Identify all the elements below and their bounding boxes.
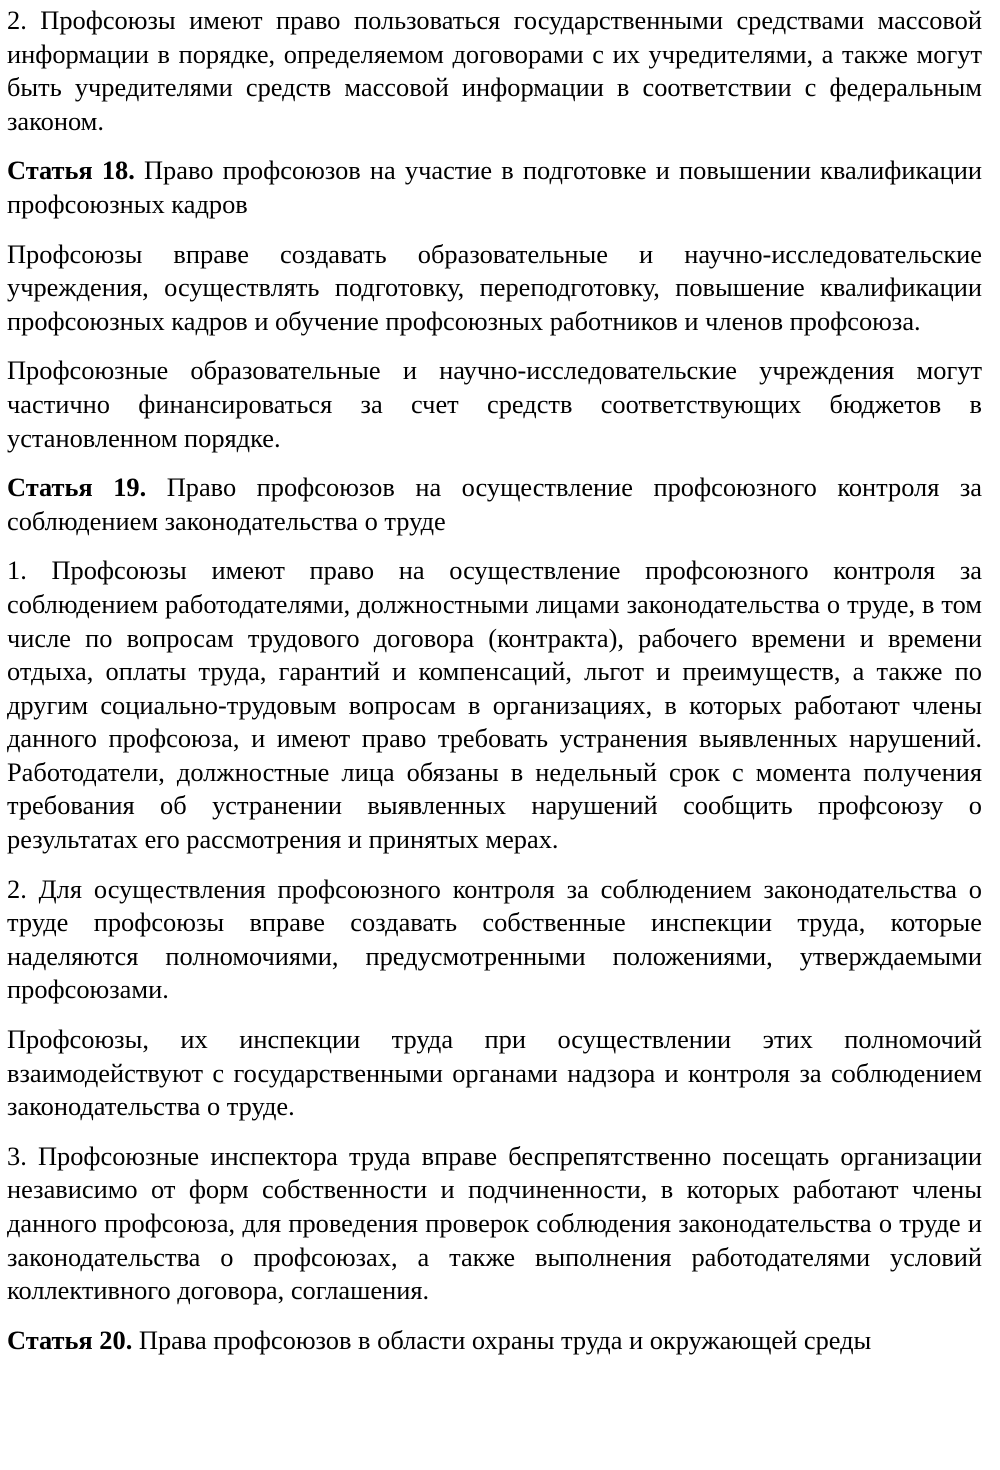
paragraph-control-right: 1. Профсоюзы имеют право на осуществление профсоюзного контроля за соблюдением работодателями, должностными лицами законодательства о труде, в том числе по вопросам трудового договора (контракта), рабочего времени и времени отдыха, оплаты труда, гарантий и компенсаций, льгот и преимуществ, а также по другим социально-трудовым вопросам в организациях, в которых работают члены данного профсоюза, и имеют право требовать устранения выявленных нарушений. Работодатели, должностные лица обязаны в недельный срок с момента получения требования об устранении выявленных нарушений сообщить профсоюзу о результатах его рассмотрения и принятых мерах. [7, 555, 982, 855]
article-20-title: Права профсоюзов в области охраны труда и окружающей среды [138, 1324, 872, 1355]
paragraph-education-institutions: Профсоюзы вправе создавать образовательные и научно-исследовательские учреждения, осуществлять подготовку, переподготовку, повышение квалификации профсоюзных кадров и обучение профсоюзных работников и членов профсоюза. [7, 238, 982, 336]
article-19-title: Право профсоюзов на осуществление профсоюзного контроля за соблюдением законодательства о труде [7, 472, 982, 536]
paragraph-mass-media: 2. Профсоюзы имеют право пользоваться государственными средствами массовой информации в порядке, определяемом договорами с их учредителями, а также могут быть учредителями средств массовой информации в соответствии с федеральным законом. [7, 5, 982, 136]
article-18-heading [7, 154, 982, 221]
article-19-label: Статья 19. [7, 472, 147, 503]
paragraph-education-funding: Профсоюзные образовательные и научно-исследовательские учреждения могут частично финансироваться за счет средств соответствующих бюджетов в установленном порядке. [7, 355, 982, 453]
article-18-title: Право профсоюзов на участие в подготовке и повышении квалификации профсоюзных кадров [7, 155, 982, 219]
paragraph-labor-inspections: 2. Для осуществления профсоюзного контроля за соблюдением законодательства о труде профсоюзы вправе создавать собственные инспекции труда, которые наделяются полномочиями, предусмотренными положениями, утверждаемыми профсоюзами. [7, 873, 982, 1005]
article-18-label: Статья 18. [7, 155, 135, 186]
article-20-heading [7, 1324, 982, 1358]
paragraph-inspectors-visits: 3. Профсоюзные инспектора труда вправе беспрепятственно посещать организации независимо от форм собственности и подчиненности, в которых работают члены данного профсоюза, для проведения проверок соблюдения законодательства о труде и законодательства о профсоюзах, а также выполнения работодателями условий коллективного договора, соглашения. [7, 1140, 982, 1306]
article-19-heading [7, 471, 982, 538]
paragraph-inspections-cooperation: Профсоюзы, их инспекции труда при осуществлении этих полномочий взаимодействуют с государственными органами надзора и контроля за соблюдением законодательства о труде. [7, 1024, 982, 1122]
article-20-label: Статья 20. [7, 1324, 133, 1355]
